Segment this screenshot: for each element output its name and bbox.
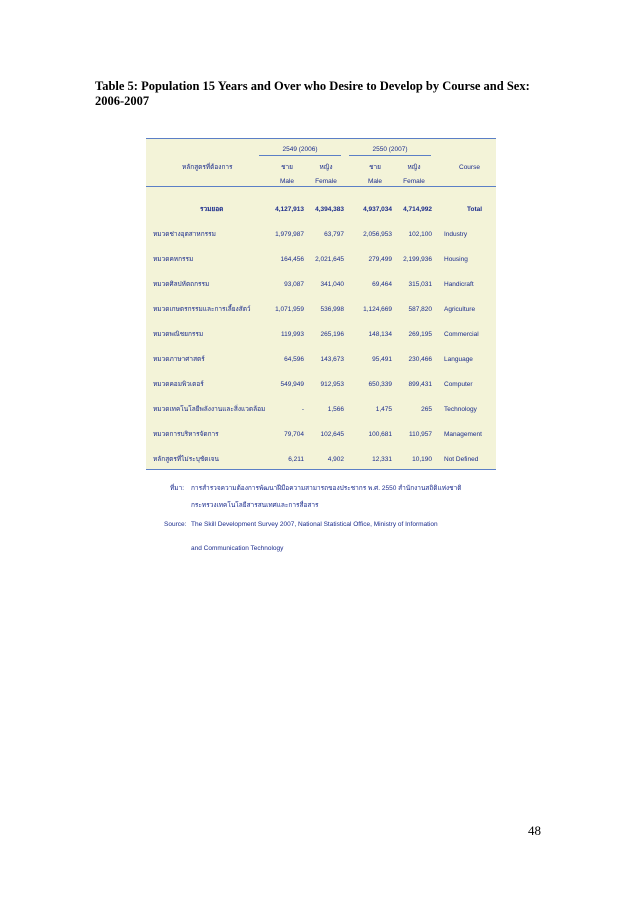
cell-female-2007: 899,431 bbox=[408, 381, 432, 388]
cell-male-2006: 164,456 bbox=[280, 256, 304, 263]
row-label-en: Industry bbox=[444, 231, 468, 238]
header-male-en-2006: Male bbox=[279, 178, 295, 185]
cell-male-2006: 549,949 bbox=[280, 381, 304, 388]
header-year-2007: 2550 (2007) bbox=[372, 146, 408, 153]
source-en-label: Source: bbox=[164, 521, 187, 528]
cell-male-2006: 119,993 bbox=[280, 331, 304, 338]
cell-male-2006: - bbox=[301, 406, 304, 413]
cell-male-2006: 64,596 bbox=[284, 356, 304, 363]
total-male-2006: 4,127,913 bbox=[275, 206, 304, 213]
source-en-line1: The Skill Development Survey 2007, National Statistical Office, Ministry of Information bbox=[191, 521, 438, 528]
row-label-en: Commercial bbox=[444, 331, 479, 338]
header-female-th-2007: หญิง bbox=[407, 164, 421, 171]
row-label-th: หลักสูตรที่ไม่ระบุชัดเจน bbox=[153, 456, 219, 463]
cell-female-2007: 265 bbox=[421, 406, 432, 413]
cell-female-2007: 587,820 bbox=[408, 306, 432, 313]
total-female-2006: 4,394,383 bbox=[315, 206, 344, 213]
total-label-en: Total bbox=[467, 206, 483, 213]
cell-male-2007: 1,124,669 bbox=[363, 306, 392, 313]
cell-female-2007: 315,031 bbox=[408, 281, 432, 288]
header-male-th-2006: ชาย bbox=[281, 164, 293, 171]
cell-female-2007: 230,466 bbox=[408, 356, 432, 363]
row-label-th: หมวดศิลปหัตถกรรม bbox=[153, 281, 210, 288]
total-label-th: รวมยอด bbox=[200, 206, 224, 213]
year-2006-rule bbox=[259, 155, 341, 156]
header-female-th-2006: หญิง bbox=[319, 164, 333, 171]
source-th-line1: การสำรวจความต้องการพัฒนาฝีมือความสามารถของประชากร พ.ศ. 2550 สำนักงานสถิติแห่งชาติ bbox=[191, 485, 462, 492]
row-label-th: หมวดการบริหารจัดการ bbox=[153, 431, 219, 438]
cell-female-2006: 1,566 bbox=[327, 406, 344, 413]
cell-male-2006: 6,211 bbox=[288, 456, 304, 463]
cell-male-2007: 1,475 bbox=[375, 406, 392, 413]
row-label-en: Language bbox=[444, 356, 473, 363]
cell-female-2007: 2,199,936 bbox=[403, 256, 432, 263]
year-2007-rule bbox=[349, 155, 431, 156]
cell-female-2006: 265,196 bbox=[320, 331, 344, 338]
source-th-line2: กระทรวงเทคโนโลยีสารสนเทศและการสื่อสาร bbox=[191, 502, 319, 509]
cell-female-2006: 102,645 bbox=[320, 431, 344, 438]
cell-male-2007: 279,499 bbox=[368, 256, 392, 263]
cell-male-2007: 2,056,953 bbox=[363, 231, 392, 238]
header-rule bbox=[146, 186, 496, 187]
cell-female-2006: 63,797 bbox=[324, 231, 344, 238]
row-label-en: Computer bbox=[444, 381, 473, 388]
header-male-th-2007: ชาย bbox=[369, 164, 381, 171]
cell-female-2007: 10,190 bbox=[412, 456, 432, 463]
source-th-label: ที่มา: bbox=[170, 485, 185, 492]
header-year-2006: 2549 (2006) bbox=[282, 146, 318, 153]
header-male-en-2007: Male bbox=[367, 178, 383, 185]
cell-female-2007: 102,100 bbox=[408, 231, 432, 238]
cell-male-2007: 148,134 bbox=[368, 331, 392, 338]
row-label-th: หมวดเกษตรกรรมและการเลี้ยงสัตว์ bbox=[153, 306, 251, 313]
source-en-line2: and Communication Technology bbox=[191, 545, 284, 552]
row-label-en: Housing bbox=[444, 256, 468, 263]
header-female-en-2007: Female bbox=[403, 178, 425, 185]
row-label-th: หมวดช่างอุตสาหกรรม bbox=[153, 231, 216, 238]
row-label-th: หมวดภาษาศาสตร์ bbox=[153, 356, 205, 363]
cell-male-2006: 79,704 bbox=[284, 431, 304, 438]
row-label-en: Agriculture bbox=[444, 306, 476, 313]
header-course-th: หลักสูตรที่ต้องการ bbox=[182, 164, 233, 171]
table-bottom-rule bbox=[146, 469, 496, 470]
row-label-en: Technology bbox=[444, 406, 477, 413]
table-caption: Table 5: Population 15 Years and Over who Desire to Develop by Course and Sex: 2006-2007 bbox=[95, 79, 530, 108]
row-label-en: Management bbox=[444, 431, 482, 438]
page-number: 48 bbox=[528, 823, 541, 838]
total-male-2007: 4,937,034 bbox=[363, 206, 392, 213]
cell-male-2006: 93,087 bbox=[284, 281, 304, 288]
table-top-rule bbox=[146, 138, 496, 139]
cell-female-2006: 912,953 bbox=[320, 381, 344, 388]
row-label-th: หมวดคหกรรม bbox=[153, 256, 194, 263]
row-label-th: หมวดพณิชยกรรม bbox=[153, 331, 204, 338]
cell-female-2007: 110,957 bbox=[408, 431, 432, 438]
cell-female-2006: 143,673 bbox=[320, 356, 344, 363]
cell-male-2006: 1,979,987 bbox=[275, 231, 304, 238]
cell-female-2006: 341,040 bbox=[320, 281, 344, 288]
cell-female-2006: 4,902 bbox=[327, 456, 344, 463]
table-panel bbox=[146, 138, 496, 470]
cell-male-2007: 69,464 bbox=[372, 281, 392, 288]
cell-male-2006: 1,071,959 bbox=[275, 306, 304, 313]
header-female-en-2006: Female bbox=[315, 178, 337, 185]
total-female-2007: 4,714,992 bbox=[403, 206, 432, 213]
row-label-en: Not Defined bbox=[444, 456, 479, 463]
cell-male-2007: 650,339 bbox=[368, 381, 392, 388]
cell-female-2006: 2,021,645 bbox=[315, 256, 344, 263]
row-label-en: Handicraft bbox=[444, 281, 474, 288]
cell-female-2006: 536,998 bbox=[320, 306, 344, 313]
header-course-en: Course bbox=[459, 164, 480, 171]
cell-male-2007: 100,681 bbox=[368, 431, 392, 438]
cell-male-2007: 95,491 bbox=[372, 356, 392, 363]
row-label-th: หมวดเทคโนโลยีพลังงานและสิ่งแวดล้อม bbox=[153, 406, 266, 413]
row-label-th: หมวดคอมพิวเตอร์ bbox=[153, 381, 204, 388]
cell-male-2007: 12,331 bbox=[372, 456, 392, 463]
cell-female-2007: 269,195 bbox=[408, 331, 432, 338]
